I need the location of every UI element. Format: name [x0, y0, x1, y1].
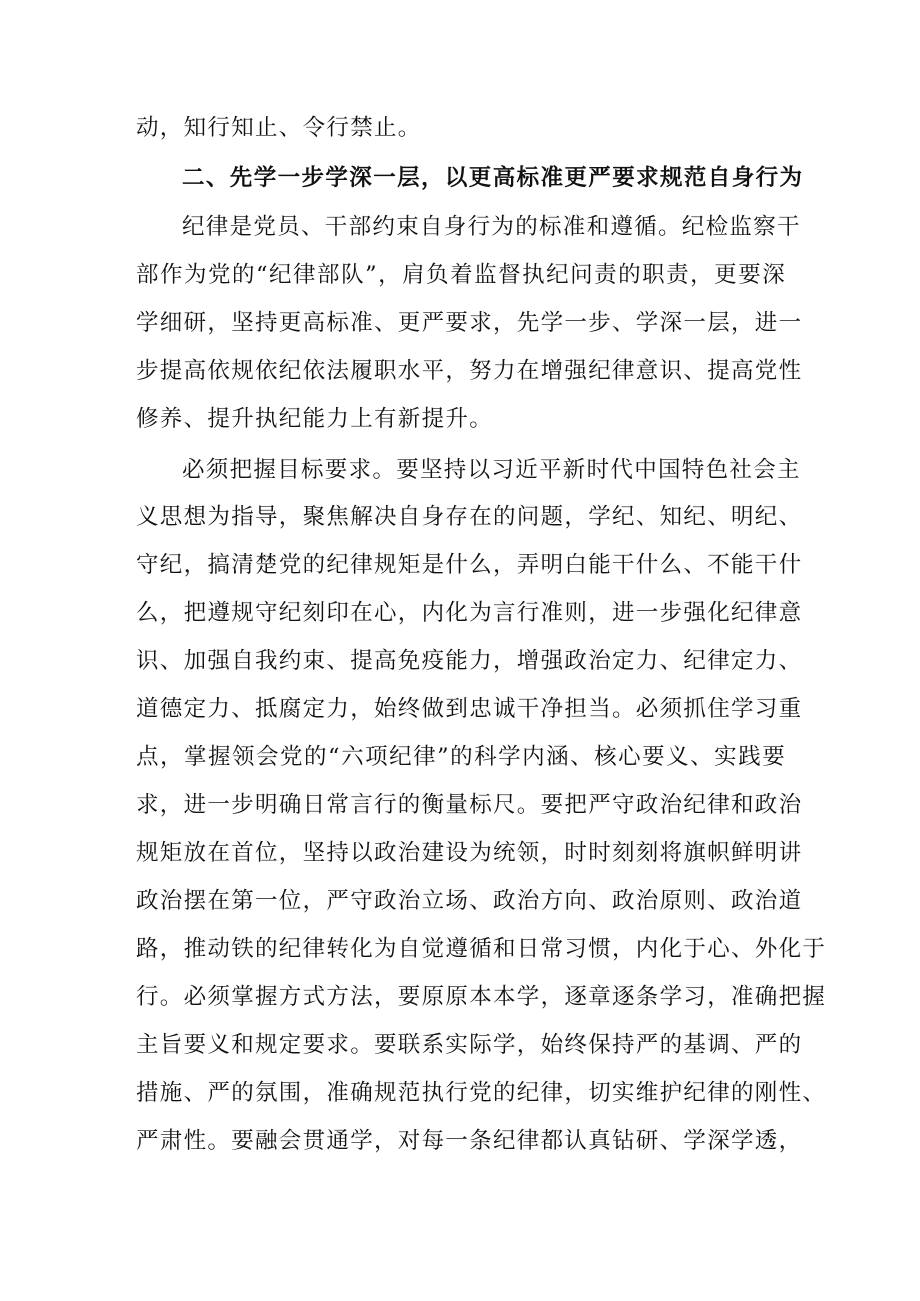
text-line: 严肃性。要融会贯通学，对每一条纪律都认真钻研、学深学透， [136, 1128, 803, 1154]
text-line: 部作为党的“纪律部队”，肩负着监督执纪问责的职责，更要深 [136, 262, 786, 288]
text-line: 主旨要义和规定要求。要联系实际学，始终保持严的基调、严的 [136, 1032, 803, 1058]
text-line: 修养、提升执纪能力上有新提升。 [136, 406, 494, 432]
text-line: 道德定力、抵腐定力，始终做到忠诚干净担当。必须抓住学习重 [136, 696, 803, 722]
text-line: 求，进一步明确日常言行的衡量标尺。要把严守政治纪律和政治 [136, 792, 803, 818]
text-line: 学细研，坚持更高标准、更严要求，先学一步、学深一层，进一 [136, 310, 803, 336]
text-line: 点，掌握领会党的“六项纪律”的科学内涵、核心要义、实践要 [136, 744, 786, 770]
text-line: 义思想为指导，聚焦解决自身存在的问题，学纪、知纪、明纪、 [136, 504, 803, 530]
text-line: 路，推动铁的纪律转化为自觉遵循和日常习惯，内化于心、外化于 [136, 936, 827, 962]
section-heading: 二、先学一步学深一层，以更高标准更严要求规范自身行为 [182, 165, 804, 191]
text-line: 么，把遵规守纪刻印在心，内化为言行准则，进一步强化纪律意 [136, 600, 803, 626]
text-line: 动，知行知止、令行禁止。 [136, 115, 422, 141]
text-line: 纪律是党员、干部约束自身行为的标准和遵循。纪检监察干 [182, 214, 801, 240]
text-line: 步提高依规依纪依法履职水平，努力在增强纪律意识、提高党性 [136, 358, 803, 384]
text-line: 必须把握目标要求。要坚持以习近平新时代中国特色社会主 [182, 457, 801, 483]
text-line: 行。必须掌握方式方法，要原原本本学，逐章逐条学习，准确把握 [136, 984, 827, 1010]
text-line: 守纪，搞清楚党的纪律规矩是什么，弄明白能干什么、不能干什 [136, 552, 803, 578]
text-line: 识、加强自我约束、提高免疫能力，增强政治定力、纪律定力、 [136, 648, 803, 674]
text-line: 规矩放在首位，坚持以政治建设为统领，时时刻刻将旗帜鲜明讲 [136, 840, 803, 866]
text-line: 政治摆在第一位，严守政治立场、政治方向、政治原则、政治道 [136, 888, 803, 914]
text-line: 措施、严的氛围，准确规范执行党的纪律，切实维护纪律的刚性、 [136, 1080, 827, 1106]
